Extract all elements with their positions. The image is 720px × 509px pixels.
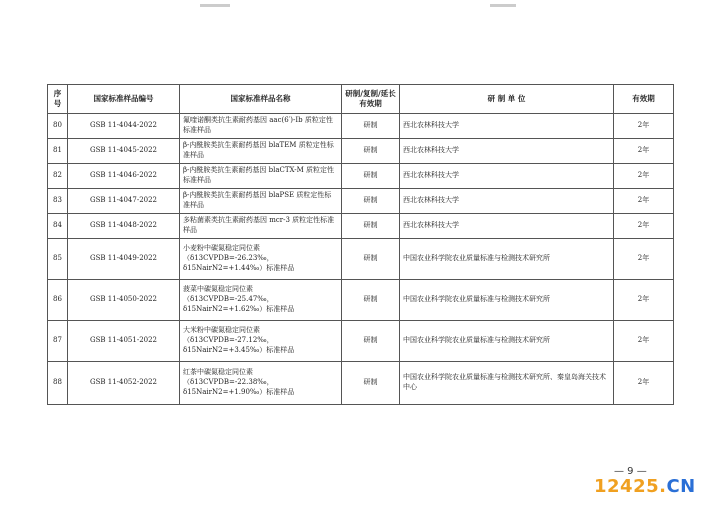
- header-unit: 研 制 单 位: [400, 85, 614, 114]
- cell-type: 研制: [342, 280, 400, 321]
- cell-valid: 2年: [614, 362, 674, 405]
- cell-valid: 2年: [614, 239, 674, 280]
- header-type: 研制/复制/延长有效期: [342, 85, 400, 114]
- scan-mark: [490, 4, 516, 7]
- header-seq: 序号: [48, 85, 68, 114]
- cell-valid: 2年: [614, 189, 674, 214]
- cell-valid: 2年: [614, 114, 674, 139]
- watermark-dot: .: [659, 476, 667, 497]
- watermark-number: 12425: [594, 476, 660, 497]
- cell-type: 研制: [342, 164, 400, 189]
- cell-name: 菠菜中碳氮稳定同位素（δ13CVPDB=-25.47‰，δ15NairN2=+1.62‰）标准样品: [180, 280, 342, 321]
- cell-type: 研制: [342, 239, 400, 280]
- cell-name: 红茶中碳氮稳定同位素（δ13CVPDB=-22.38‰，δ15NairN2=+1.90‰）标准样品: [180, 362, 342, 405]
- cell-seq: 84: [48, 214, 68, 239]
- cell-unit: 西北农林科技大学: [400, 114, 614, 139]
- page-number: — 9 —: [614, 466, 647, 477]
- cell-valid: 2年: [614, 321, 674, 362]
- cell-code: GSB 11-4047-2022: [68, 189, 180, 214]
- cell-unit: 西北农林科技大学: [400, 139, 614, 164]
- table-row: [48, 139, 674, 164]
- cell-unit: 中国农业科学院农业质量标准与检测技术研究所: [400, 321, 614, 362]
- header-name: 国家标准样品名称: [180, 85, 342, 114]
- header-code: 国家标准样品编号: [68, 85, 180, 114]
- cell-seq: 88: [48, 362, 68, 405]
- scan-mark: [200, 4, 230, 7]
- table-row: [48, 239, 674, 280]
- table-header-row: [48, 85, 674, 114]
- cell-valid: 2年: [614, 139, 674, 164]
- table-row: [48, 280, 674, 321]
- cell-seq: 86: [48, 280, 68, 321]
- cell-seq: 85: [48, 239, 68, 280]
- scan-artifacts: [0, 0, 720, 20]
- cell-name: 大米粉中碳氮稳定同位素（δ13CVPDB=-27.12‰，δ15NairN2=+3.45‰）标准样品: [180, 321, 342, 362]
- table-row: [48, 114, 674, 139]
- cell-unit: 西北农林科技大学: [400, 164, 614, 189]
- table-row: [48, 189, 674, 214]
- cell-code: GSB 11-4044-2022: [68, 114, 180, 139]
- table-row: [48, 164, 674, 189]
- table-row: [48, 214, 674, 239]
- cell-type: 研制: [342, 189, 400, 214]
- cell-seq: 83: [48, 189, 68, 214]
- cell-name: β-内酰胺类抗生素耐药基因 blaCTX-M 质粒定性标准样品: [180, 164, 342, 189]
- cell-type: 研制: [342, 139, 400, 164]
- cell-valid: 2年: [614, 164, 674, 189]
- table-row: [48, 321, 674, 362]
- header-valid: 有效期: [614, 85, 674, 114]
- cell-seq: 80: [48, 114, 68, 139]
- cell-unit: 中国农业科学院农业质量标准与检测技术研究所、秦皇岛海关技术中心: [400, 362, 614, 405]
- cell-unit: 中国农业科学院农业质量标准与检测技术研究所: [400, 239, 614, 280]
- cell-code: GSB 11-4050-2022: [68, 280, 180, 321]
- cell-type: 研制: [342, 321, 400, 362]
- watermark-cn: CN: [666, 476, 696, 497]
- cell-type: 研制: [342, 362, 400, 405]
- cell-unit: 西北农林科技大学: [400, 214, 614, 239]
- cell-name: 氟喹诺酮类抗生素耐药基因 aac(6′)-Ib 质粒定性标准样品: [180, 114, 342, 139]
- cell-unit: 中国农业科学院农业质量标准与检测技术研究所: [400, 280, 614, 321]
- standard-samples-table: [47, 84, 674, 405]
- cell-seq: 81: [48, 139, 68, 164]
- cell-seq: 82: [48, 164, 68, 189]
- cell-valid: 2年: [614, 214, 674, 239]
- cell-code: GSB 11-4046-2022: [68, 164, 180, 189]
- cell-name: β-内酰胺类抗生素耐药基因 blaTEM 质粒定性标准样品: [180, 139, 342, 164]
- cell-seq: 87: [48, 321, 68, 362]
- cell-type: 研制: [342, 214, 400, 239]
- table-row: [48, 362, 674, 405]
- cell-type: 研制: [342, 114, 400, 139]
- cell-valid: 2年: [614, 280, 674, 321]
- cell-code: GSB 11-4048-2022: [68, 214, 180, 239]
- site-watermark: [594, 476, 696, 497]
- cell-name: 小麦粉中碳氮稳定同位素（δ13CVPDB=-26.23‰，δ15NairN2=+1.44‰）标准样品: [180, 239, 342, 280]
- cell-code: GSB 11-4051-2022: [68, 321, 180, 362]
- cell-code: GSB 11-4049-2022: [68, 239, 180, 280]
- cell-name: β-内酰胺类抗生素耐药基因 blaPSE 质粒定性标准样品: [180, 189, 342, 214]
- cell-code: GSB 11-4052-2022: [68, 362, 180, 405]
- cell-name: 多粘菌素类抗生素耐药基因 mcr-3 质粒定性标准样品: [180, 214, 342, 239]
- cell-unit: 西北农林科技大学: [400, 189, 614, 214]
- cell-code: GSB 11-4045-2022: [68, 139, 180, 164]
